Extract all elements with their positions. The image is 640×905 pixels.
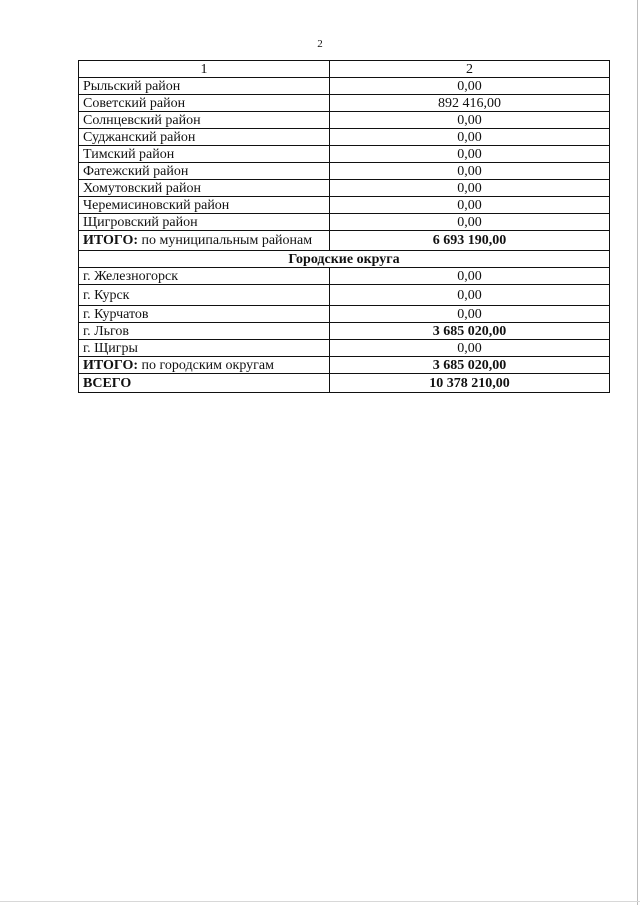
district-name: Хомутовский район [79,180,330,197]
city-name: г. Курчатов [79,306,330,323]
district-value: 0,00 [330,78,610,95]
budget-table [78,60,610,393]
cities-total-text: по городским округам [138,358,274,373]
district-name: Рыльский район [79,78,330,95]
district-value: 0,00 [330,214,610,231]
section-title: Городские округа [79,251,610,268]
districts-total-value: 6 693 190,00 [330,231,610,251]
cities-total-value: 3 685 020,00 [330,357,610,374]
grand-total-row [79,374,610,393]
table-row [79,78,610,95]
grand-total-label: ВСЕГО [79,374,330,393]
table-row [79,163,610,180]
districts-total-label [79,231,330,251]
table-row [79,285,610,306]
district-value: 0,00 [330,180,610,197]
table-row [79,197,610,214]
district-value: 0,00 [330,163,610,180]
table-header-row [79,61,610,78]
city-name: г. Курск [79,285,330,306]
column-header-1: 1 [79,61,330,78]
district-name: Солнцевский район [79,112,330,129]
table-row [79,306,610,323]
page-number: 2 [317,38,323,50]
table-row [79,180,610,197]
districts-total-row [79,231,610,251]
cities-total-lead: ИТОГО: [83,358,139,373]
scan-right-edge [637,0,638,905]
city-value: 0,00 [330,306,610,323]
districts-total-lead: ИТОГО: [83,233,139,248]
district-name: Щигровский район [79,214,330,231]
table-row [79,323,610,340]
table-row [79,146,610,163]
table-row [79,95,610,112]
district-name: Черемисиновский район [79,197,330,214]
table-row [79,268,610,285]
city-value: 0,00 [330,268,610,285]
district-name: Советский район [79,95,330,112]
district-value: 0,00 [330,197,610,214]
table-row [79,112,610,129]
table-row [79,129,610,146]
districts-total-text: по муниципальным районам [138,233,313,248]
city-value: 3 685 020,00 [330,323,610,340]
district-value: 892 416,00 [330,95,610,112]
district-name: Фатежский район [79,163,330,180]
section-row [79,251,610,268]
city-name: г. Льгов [79,323,330,340]
city-value: 0,00 [330,285,610,306]
district-value: 0,00 [330,146,610,163]
scan-bottom-edge [0,901,640,902]
cities-total-label [79,357,330,374]
table-row [79,214,610,231]
cities-total-row [79,357,610,374]
district-name: Суджанский район [79,129,330,146]
column-header-2: 2 [330,61,610,78]
district-name: Тимский район [79,146,330,163]
city-value: 0,00 [330,340,610,357]
city-name: г. Щигры [79,340,330,357]
city-name: г. Железногорск [79,268,330,285]
district-value: 0,00 [330,129,610,146]
table-row [79,340,610,357]
grand-total-value: 10 378 210,00 [330,374,610,393]
district-value: 0,00 [330,112,610,129]
